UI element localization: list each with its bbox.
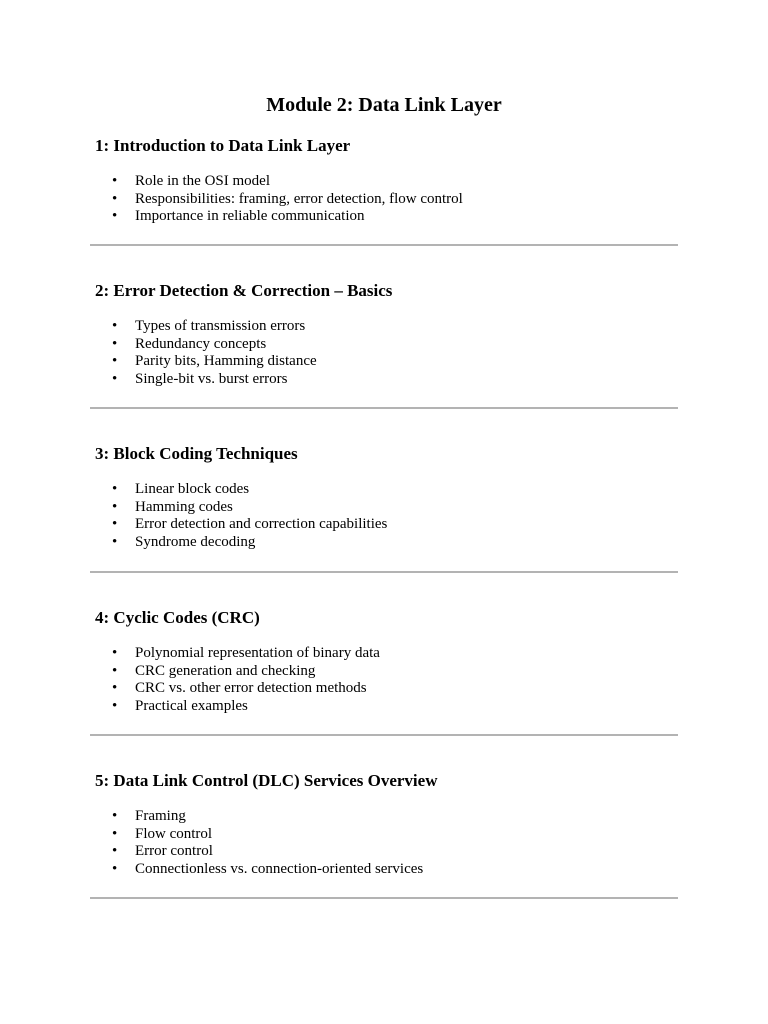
list-item-text: CRC generation and checking bbox=[135, 662, 316, 679]
list-item bbox=[95, 336, 695, 354]
list-item bbox=[95, 663, 695, 681]
bullet-icon: • bbox=[112, 371, 118, 388]
list-item bbox=[95, 173, 695, 191]
list-item bbox=[95, 371, 695, 389]
bullet-icon: • bbox=[112, 173, 118, 189]
bullet-list bbox=[95, 173, 695, 226]
list-item bbox=[95, 861, 695, 879]
bullet-icon: • bbox=[112, 680, 118, 697]
list-item-text: Framing bbox=[135, 808, 186, 824]
section-heading: 5: Data Link Control (DLC) Services Overview bbox=[95, 771, 438, 790]
section-divider bbox=[90, 244, 678, 246]
bullet-icon: • bbox=[112, 353, 118, 370]
list-item bbox=[95, 680, 695, 698]
bullet-icon: • bbox=[112, 843, 118, 860]
list-item bbox=[95, 698, 695, 716]
list-item bbox=[95, 826, 695, 844]
list-item bbox=[95, 516, 695, 534]
list-item bbox=[95, 318, 695, 336]
list-item bbox=[95, 808, 695, 826]
bullet-icon: • bbox=[112, 825, 118, 842]
section-3 bbox=[95, 444, 695, 552]
bullet-icon: • bbox=[112, 498, 118, 515]
bullet-icon: • bbox=[112, 534, 118, 551]
list-item bbox=[95, 208, 695, 226]
bullet-list bbox=[95, 645, 695, 716]
list-item-text: Parity bits, Hamming distance bbox=[135, 353, 317, 370]
list-item-text: Linear block codes bbox=[135, 481, 250, 497]
bullet-icon: • bbox=[112, 481, 118, 497]
list-item bbox=[95, 645, 695, 663]
bullet-icon: • bbox=[112, 335, 118, 352]
section-1 bbox=[95, 136, 695, 226]
section-4 bbox=[95, 608, 695, 716]
bullet-icon: • bbox=[112, 190, 118, 207]
bullet-icon: • bbox=[112, 516, 118, 533]
list-item-text: Error detection and correction capabilities bbox=[135, 516, 388, 533]
list-item-text: Syndrome decoding bbox=[135, 534, 256, 551]
section-heading: 1: Introduction to Data Link Layer bbox=[95, 136, 351, 155]
list-item-text: Redundancy concepts bbox=[135, 335, 267, 352]
bullet-icon: • bbox=[112, 698, 118, 715]
list-item-text: Flow control bbox=[135, 825, 213, 842]
section-divider bbox=[90, 734, 678, 736]
section-heading: 2: Error Detection & Correction – Basics bbox=[95, 281, 393, 300]
bullet-icon: • bbox=[112, 861, 118, 878]
list-item-text: Practical examples bbox=[135, 698, 248, 715]
section-heading: 4: Cyclic Codes (CRC) bbox=[95, 608, 260, 627]
bullet-list bbox=[95, 318, 695, 389]
list-item-text: Role in the OSI model bbox=[135, 173, 270, 189]
bullet-icon: • bbox=[112, 662, 118, 679]
list-item bbox=[95, 481, 695, 499]
bullet-icon: • bbox=[112, 208, 118, 225]
list-item-text: Responsibilities: framing, error detection, flow control bbox=[135, 190, 463, 207]
list-item bbox=[95, 843, 695, 861]
list-item-text: CRC vs. other error detection methods bbox=[135, 680, 367, 697]
list-item-text: Importance in reliable communication bbox=[135, 208, 365, 225]
section-heading: 3: Block Coding Techniques bbox=[95, 444, 298, 463]
bullet-icon: • bbox=[112, 318, 118, 334]
section-divider bbox=[90, 571, 678, 573]
section-divider bbox=[90, 897, 678, 899]
list-item bbox=[95, 534, 695, 552]
bullet-list bbox=[95, 481, 695, 552]
document-title: Module 2: Data Link Layer bbox=[266, 94, 502, 116]
list-item bbox=[95, 353, 695, 371]
list-item bbox=[95, 191, 695, 209]
list-item-text: Polynomial representation of binary data bbox=[135, 645, 380, 661]
list-item-text: Hamming codes bbox=[135, 498, 233, 515]
bullet-icon: • bbox=[112, 808, 118, 824]
list-item-text: Types of transmission errors bbox=[135, 318, 306, 334]
bullet-icon: • bbox=[112, 645, 118, 661]
list-item-text: Single-bit vs. burst errors bbox=[135, 371, 288, 388]
list-item bbox=[95, 499, 695, 517]
section-2 bbox=[95, 281, 695, 389]
bullet-list bbox=[95, 808, 695, 879]
list-item-text: Connectionless vs. connection-oriented services bbox=[135, 861, 424, 878]
section-5 bbox=[95, 771, 695, 879]
list-item-text: Error control bbox=[135, 843, 213, 860]
section-divider bbox=[90, 407, 678, 409]
